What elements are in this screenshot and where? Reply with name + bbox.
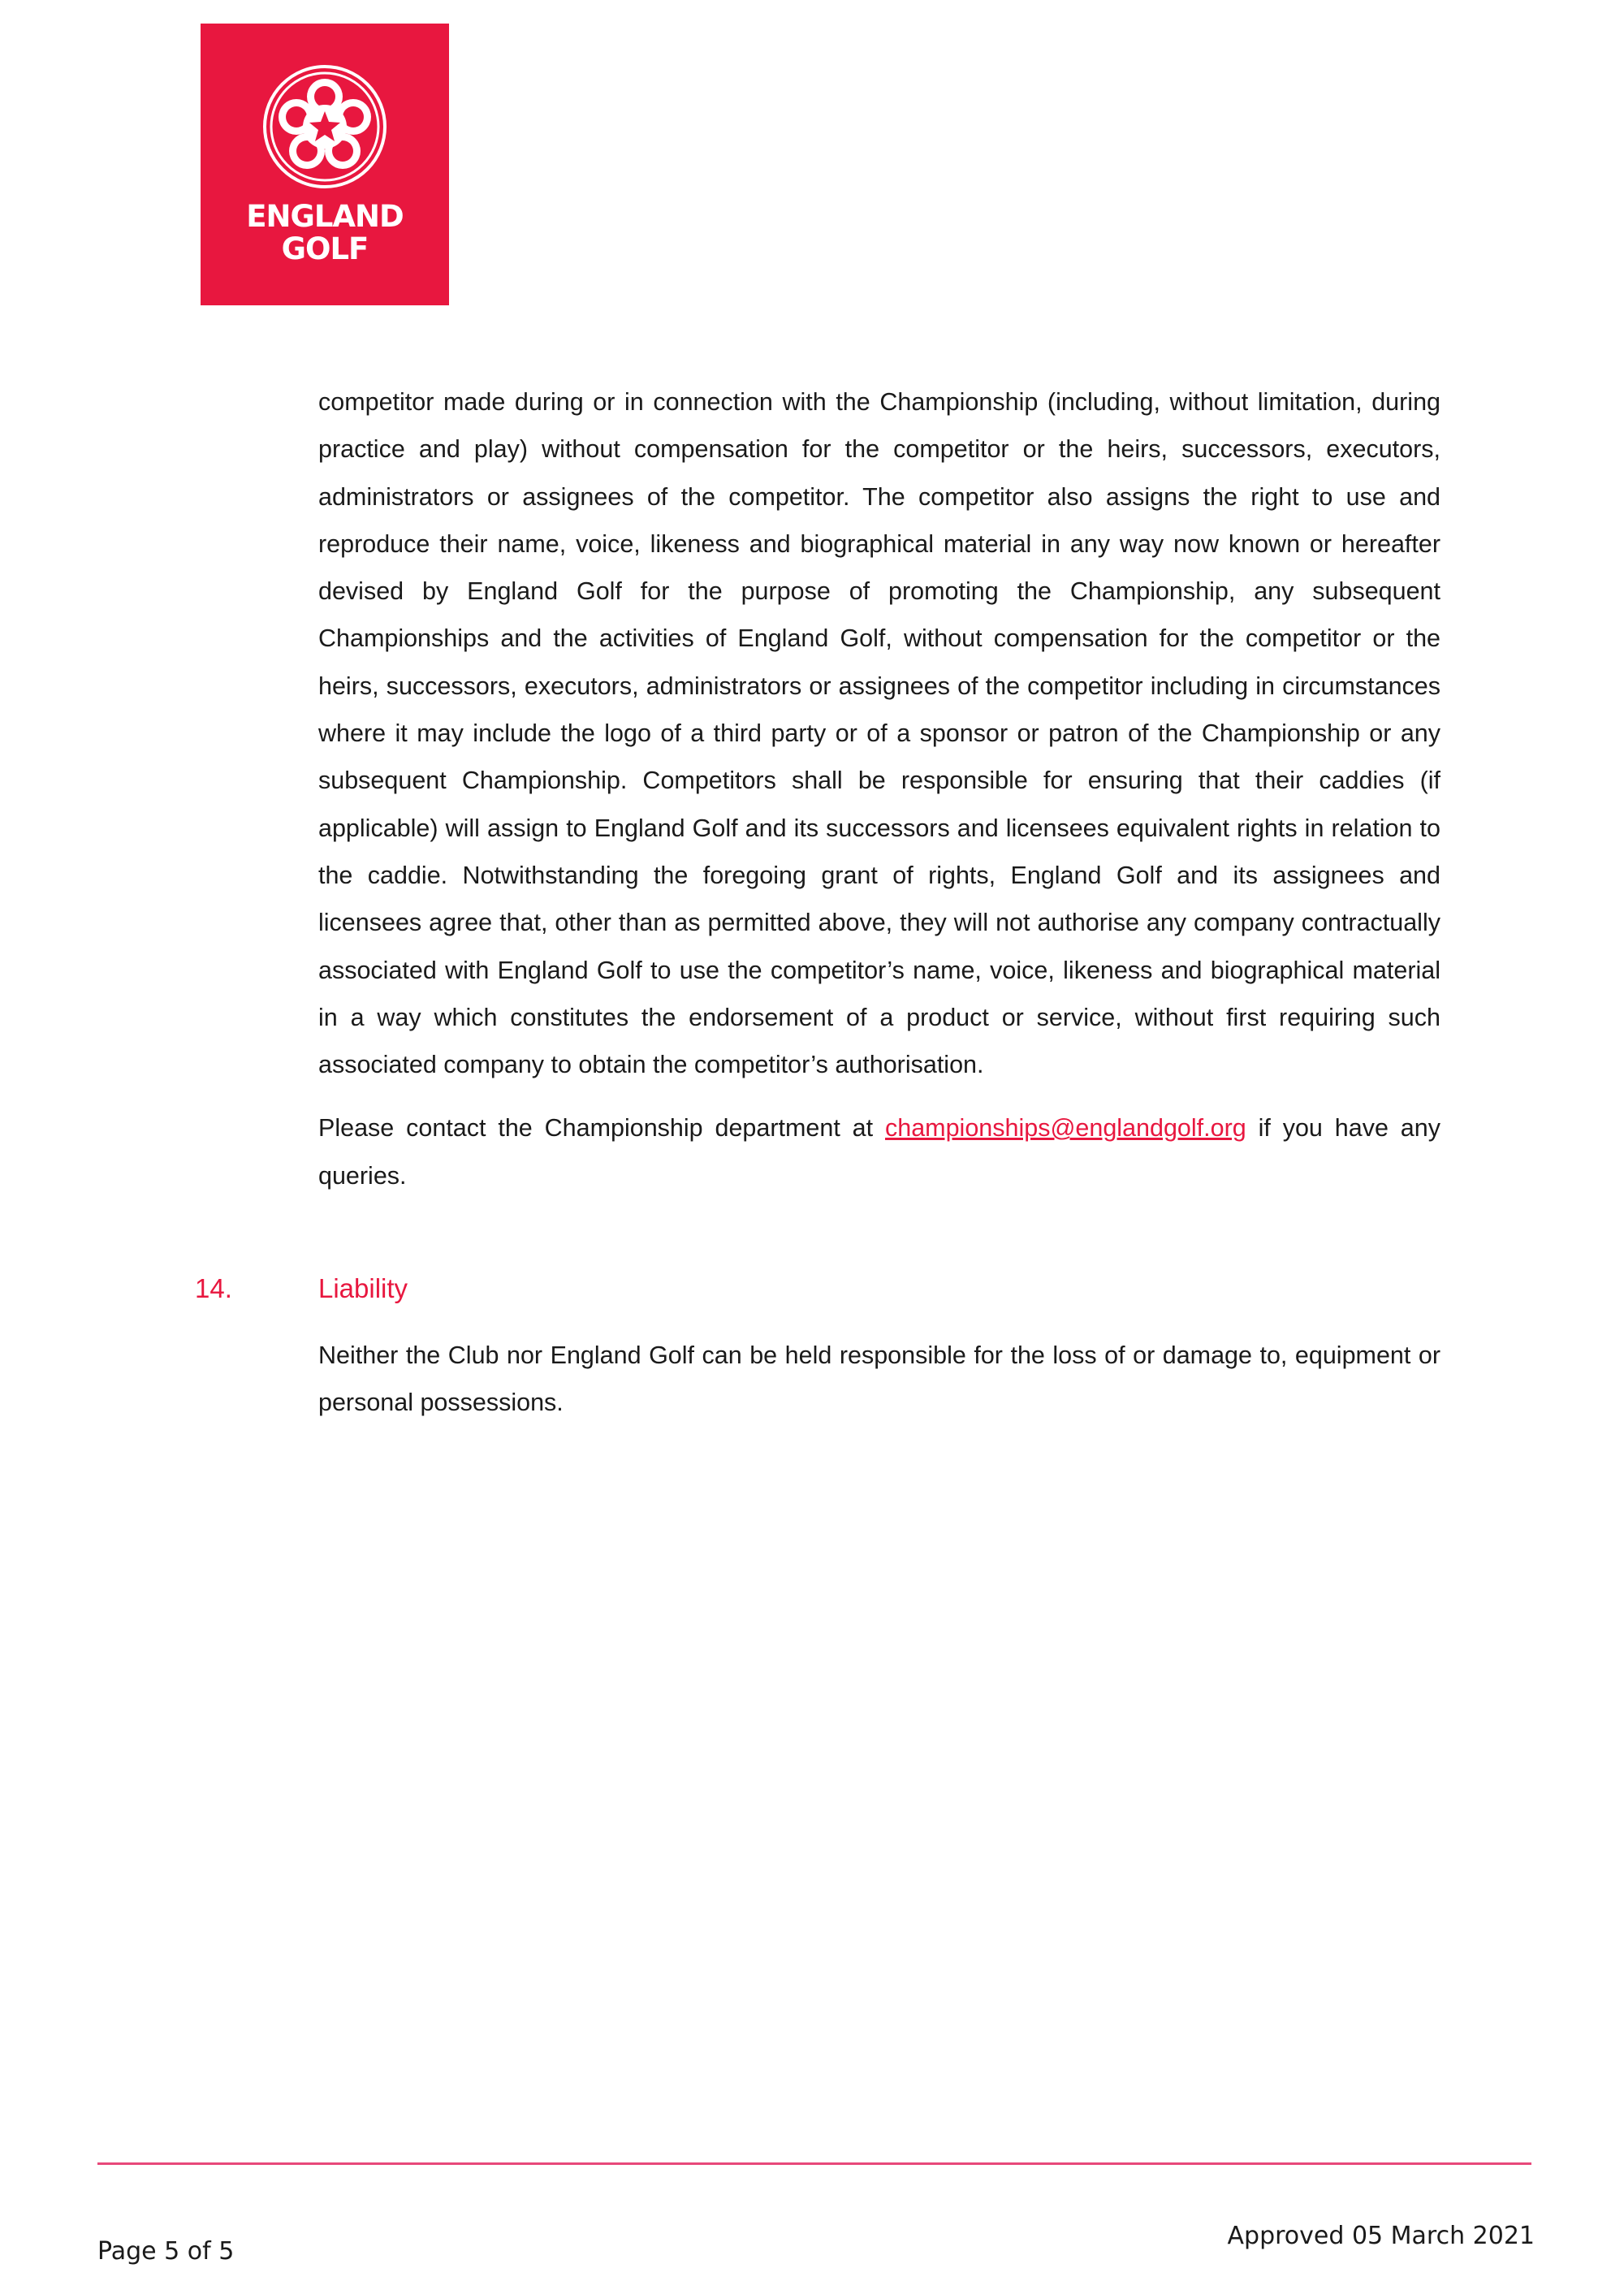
contact-text: Please contact the Championship department at	[318, 1114, 885, 1143]
page-number: Page 5 of 5	[97, 2237, 235, 2266]
logo-line-england: ENGLAND	[246, 199, 404, 234]
logo-line-golf: GOLF	[281, 231, 369, 266]
section-number: 14.	[195, 1273, 232, 1303]
logo-wordmark	[201, 201, 449, 266]
section-title: Liability	[318, 1273, 408, 1303]
main-content	[318, 378, 1440, 1199]
championships-email-link[interactable]: championships@englandgolf.org	[885, 1114, 1246, 1143]
approval-date: Approved 05 March 2021	[1227, 2222, 1535, 2250]
footer-divider	[97, 2162, 1531, 2165]
contact-paragraph	[318, 1104, 1440, 1199]
liability-paragraph: Neither the Club nor England Golf can be held responsible for the loss of or damage to, equipment or personal possessions.	[318, 1341, 1440, 1417]
media-rights-paragraph: competitor made during or in connection with the Championship (including, without limitation, during practice and play) without compensation for the competitor or the heirs, successors, executors, administrators or assignees of the competitor. The competitor also assigns the right to use and reproduce their name, voice, likeness and biographical material in any way now known or hereafter devised by England Golf for the purpose of promoting the Championship, any subsequent Championships and the activities of England Golf, without compensation for the competitor or the heirs, successors, executors, administrators or assignees of the competitor including in circumstances where it may include the logo of a third party or of a sponsor or patron of the Championship or any subsequent Championship. Competitors shall be responsible for ensuring that their caddies (if applicable) will assign to England Golf and its successors and licensees equivalent rights in relation to the caddie. Notwithstanding the foregoing grant of rights, England Golf and its assignees and licensees agree that, other than as permitted above, they will not authorise any company contractually associated with England Golf to use the competitor’s name, voice, likeness and biographical material in a way which constitutes the endorsement of a product or service, without first requiring such associated company to obtain the competitor’s authorisation.	[318, 388, 1440, 1079]
rose-emblem-icon	[262, 64, 387, 189]
contact-text-end: if you have any queries.	[318, 1114, 1440, 1190]
england-golf-logo	[201, 24, 449, 305]
liability-section	[318, 1332, 1440, 1427]
